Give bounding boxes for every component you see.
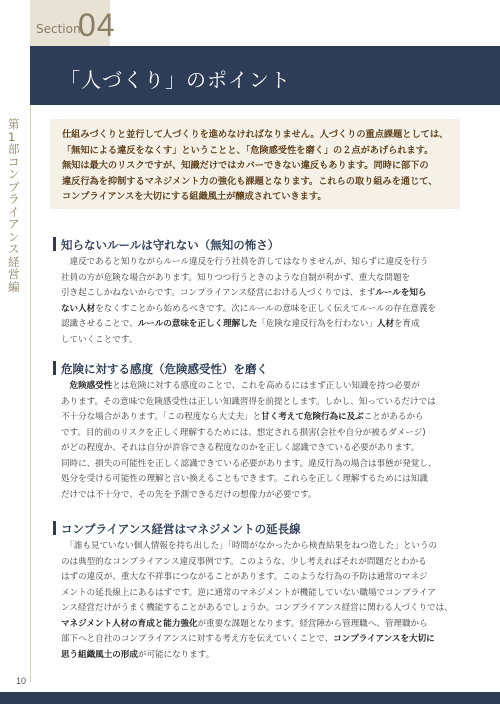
emphasis-text: 危険感受性 xyxy=(69,381,113,391)
body-line xyxy=(61,441,465,457)
body-line xyxy=(61,286,465,302)
body-text xyxy=(61,381,70,391)
body-text: はずの違反が、重大な不祥事につながることがあります。このような行為の予防は通常のマネジ xyxy=(61,572,428,582)
side-divider xyxy=(30,105,31,682)
body-line xyxy=(61,601,465,617)
emphasis-text: 人材 xyxy=(376,319,395,329)
body-line xyxy=(61,617,465,633)
body-text: 社員の方が危険な場合があります。知りつつ行うときのような自制が利かず、重大な問題を xyxy=(61,272,411,283)
body-text: が可能になります。 xyxy=(137,649,215,660)
section-heading-management: コンプライアンス経営はマネジメントの延長線 xyxy=(61,522,301,536)
body-line xyxy=(61,426,465,442)
section-label: Section xyxy=(36,22,81,36)
body-line xyxy=(61,457,465,473)
body-line xyxy=(61,395,465,411)
section-heading-risk-sensitivity: 危険に対する感度（危険感受性）を磨く xyxy=(61,362,268,376)
body-text: 引き起こしかねないからです。コンプライアンス経営における人づくりでは、まず xyxy=(61,288,376,298)
body-text: 認識させることで、 xyxy=(61,319,138,329)
section-body-ignorance xyxy=(61,255,465,348)
body-line xyxy=(61,488,465,504)
emphasis-text: コンプライアンスを大切に xyxy=(333,634,435,644)
section-body-management xyxy=(61,539,465,663)
body-line xyxy=(61,648,465,664)
intro-line: 無知は最大のリスクですが、知識だけではカバーできない違反もあります。同時に部下の xyxy=(62,160,429,171)
body-line xyxy=(61,333,465,349)
title-band-gap xyxy=(0,46,30,105)
body-text: ンス経営だけがうまく機能することがあるでしょうか。コンプライアンス経営に関わる人づくりでは、 xyxy=(61,603,453,613)
body-text: 違反であると知りながらルール違反を行う社員を許してはなりませんが、知らずに違反を行う xyxy=(61,257,429,267)
body-text: ことがあるから xyxy=(363,412,424,422)
intro-line: コンプライアンスを大切にする組織風土が醸成されていきます。 xyxy=(62,191,327,202)
section-number: 04 xyxy=(78,7,116,43)
body-line xyxy=(61,570,465,586)
body-text: をなくすことから始めるべきです。次にルールの意味を正しく伝えてルールの存在意義を xyxy=(95,303,437,314)
body-line xyxy=(61,410,465,426)
body-text: がどの程度か、それは自分が許容できる程度なのかを正しく認識できている必要があります。 xyxy=(61,443,420,453)
body-text: メントの延長線上にあるはずです。逆に通常のマネジメントが機能していない職場でコンプライア xyxy=(61,587,436,598)
section-heading-ignorance: 知らないルールは守れない（無知の怖さ） xyxy=(61,238,280,252)
body-line xyxy=(61,255,465,271)
body-line xyxy=(61,632,465,648)
body-text: のは典型的なコンプライアンス違反事例です。このような、少し考えればそれが問題だとわかる xyxy=(61,556,427,567)
section-body-risk-sensitivity xyxy=(61,379,465,503)
body-line xyxy=(61,379,465,395)
body-line xyxy=(61,271,465,287)
emphasis-text: マネジメント人材の育成と能力強化 xyxy=(61,618,198,629)
intro-line: 「無知による違反をなくす」ということと、「危険感受性を磨く」の２点があげられます。 xyxy=(62,144,434,156)
body-text: 同時に、損失の可能性を正しく認識できている必要があります。違反行為の場合は事態が発覚し、 xyxy=(61,458,437,469)
body-line xyxy=(61,302,465,318)
body-text: が重要な課題となります。経営陣から管理職へ、管理職から xyxy=(197,618,428,629)
page-title: 「人づくり」のポイント xyxy=(60,68,291,92)
body-text: です。目的前のリスクを正しく理解するためには、想定される損害(会社や自分が被るダメージ) xyxy=(61,427,426,438)
intro-line: 違反行為を抑制するマネジメント力の強化も課題となります。これらの取り組みを通じて、 xyxy=(62,175,438,187)
body-line xyxy=(61,555,465,571)
body-line xyxy=(61,472,465,488)
body-text: を育成 xyxy=(394,319,420,329)
body-text: 部下へと自社のコンプライアンスに対する考え方を伝えていくことで、 xyxy=(61,634,334,644)
emphasis-text: 思う組織風土の形成 xyxy=(61,649,138,660)
part-label: 第1部 コンプライアンス経営編 xyxy=(8,117,20,294)
body-text: だけでは不十分で、その先を予測できるだけの想像力が必要です。 xyxy=(61,489,317,500)
body-text: していくことです。 xyxy=(61,334,138,345)
body-line xyxy=(61,539,465,555)
emphasis-text: ルールを知ら xyxy=(375,288,427,298)
body-text: 「危険な違反行為を行わない」 xyxy=(257,319,377,329)
body-text: 処分を受ける可能性の理解と言い換えることもできます。これらを正しく理解するためには知識 xyxy=(61,474,428,484)
body-text: 「誰も見ていない個人情報を持ち出した」「時間がなかったから検査結果をねつ造した」というの xyxy=(61,541,438,551)
body-text: 不十分な場合があります。「この程度なら大丈夫」と xyxy=(61,412,262,422)
body-text: あります。その意味で危険感受性は正しい知識習得を前提とします。しかし、知っているだけでは xyxy=(61,396,436,407)
page-number: 10 xyxy=(16,676,27,686)
emphasis-text: ルールの意味を正しく理解した xyxy=(137,319,258,329)
body-text: とは危険に対する感度のことで、これを高めるにはまず正しい知識を持つ必要が xyxy=(112,381,420,391)
body-line xyxy=(61,317,465,333)
intro-line: 仕組みづくりと並行して人づくりを進めなければなりません。人づくりの重点課題としては、 xyxy=(62,129,449,140)
emphasis-text: ない人材 xyxy=(61,303,96,314)
emphasis-text: 甘く考えて危険行為に及ぶ xyxy=(261,412,364,422)
body-line xyxy=(61,586,465,602)
footer-bar xyxy=(0,692,500,704)
intro-box xyxy=(50,119,460,209)
